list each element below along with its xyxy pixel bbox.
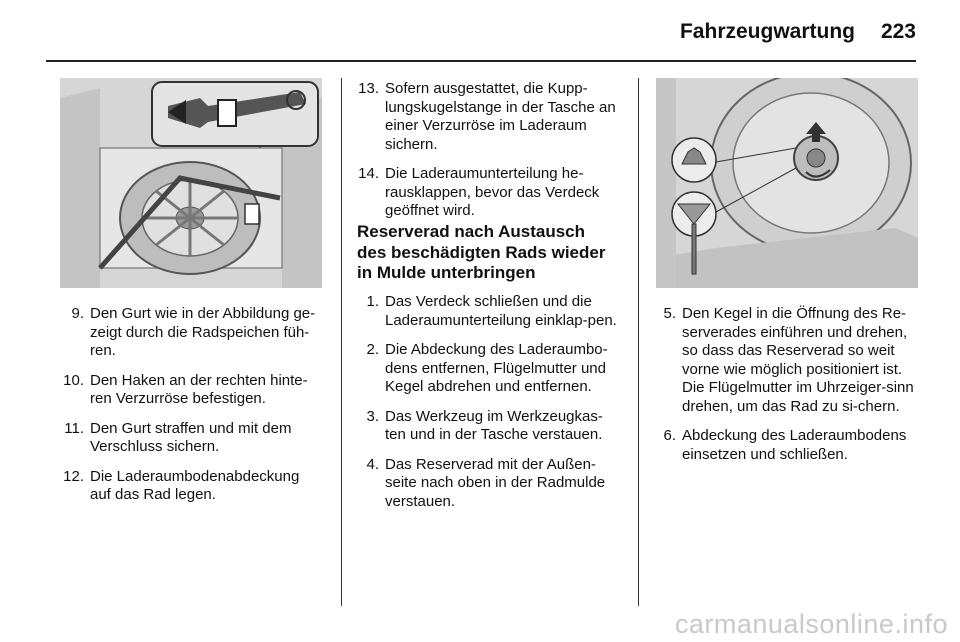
- column-2-list-bottom: [355, 293, 617, 522]
- watermark-url: carmanualsonline.info: [674, 609, 948, 639]
- list-item: 5. Den Kegel in die Öffnung des Re-serverades einführen und drehen, so dass das Reserverad so weit vorne wie möglich positioniert ist. Die Flügelmutter im Uhrzeiger-sinn drehen, um das Rad zu si-chern.: [663, 305, 914, 415]
- strap-illustration: [60, 78, 322, 288]
- list-item: 9. Den Gurt wie in der Abbildung ge-zeigt durch die Radspeichen füh-ren.: [71, 305, 316, 359]
- column-3-list: [652, 305, 920, 475]
- list-item: 4. Das Reserverad mit der Außen-seite nach oben in der Radmulde verstauen.: [366, 455, 606, 510]
- list-item: 10. Den Haken an der rechten hinte-ren Verzurröse befestigen.: [63, 371, 308, 407]
- figure-strap-spare-wheel: [60, 78, 322, 288]
- list-item: 14. Die Laderaumunterteilung he-rausklappen, bevor das Verdeck geöffnet wird.: [358, 165, 600, 219]
- column-divider-2: [638, 78, 639, 606]
- list-item: 1. Das Verdeck schließen und die Laderaumunterteilung einklap-pen.: [366, 293, 617, 329]
- column-1-list: [60, 305, 324, 516]
- column-divider-1: [341, 78, 342, 606]
- list-item: 12. Die Laderaumbodenabdeckung auf das Rad legen.: [63, 467, 300, 503]
- list-item: 6. Abdeckung des Laderaumbodens einsetzen und schließen.: [663, 427, 907, 463]
- section-heading: Reserverad nach Austausch des beschädigten Rads wieder in Mulde unterbringen: [357, 222, 606, 282]
- list-item: 2. Die Abdeckung des Laderaumbo-dens entfernen, Flügelmutter und Kegel abdrehen und entfernen.: [366, 341, 608, 395]
- section-title-header: Fahrzeugwartung: [679, 20, 855, 43]
- list-item: 3. Das Werkzeug im Werkzeugkas-ten und in der Tasche verstauen.: [366, 407, 603, 443]
- list-item: 13. Sofern ausgestattet, die Kupp-lungskugelstange in der Tasche an einer Verzurröse im Laderaum sichern.: [358, 80, 616, 153]
- list-item: 11. Den Gurt straffen und mit dem Verschluss sichern.: [64, 419, 292, 455]
- column-2-list-top: [355, 80, 617, 232]
- header-rule: [46, 60, 916, 62]
- cone-illustration: [656, 78, 918, 288]
- figure-cone-wing-nut: [656, 78, 918, 288]
- page-header: [0, 0, 960, 62]
- page-number: 223: [880, 20, 916, 43]
